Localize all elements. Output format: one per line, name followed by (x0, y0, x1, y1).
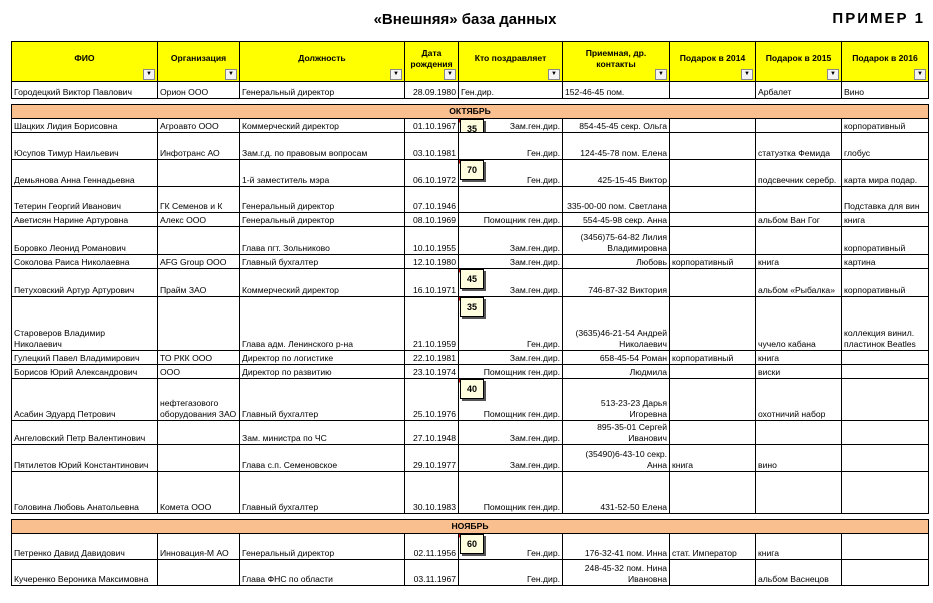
table-row (12, 445, 929, 472)
cell-date[interactable]: 22.10.1981 (405, 351, 459, 365)
cell-org[interactable]: Алекс ООО (158, 213, 240, 227)
cell-gift-2015[interactable]: альбом Васнецов (756, 560, 842, 586)
cell-date[interactable]: 03.10.1981 (405, 133, 459, 160)
col-header-position[interactable]: Должность ▼ (240, 42, 405, 82)
cell-position[interactable]: Главный бухгалтер (240, 472, 405, 514)
cell-contact[interactable]: 425-15-45 Виктор (563, 160, 670, 187)
cell-who[interactable] (459, 351, 563, 365)
cell-who[interactable] (459, 365, 563, 379)
cell-gift-2016[interactable] (842, 560, 929, 586)
cell-gift-2014[interactable] (670, 365, 756, 379)
cell-gift-2015[interactable]: подсвечник серебр. (756, 160, 842, 187)
cell-who-text: Зам.ген.дир. (509, 353, 560, 363)
cell-org[interactable] (158, 421, 240, 445)
cell-gift-2016[interactable]: Подставка для вин (842, 187, 929, 213)
cell-gift-2014[interactable] (670, 472, 756, 514)
cell-gift-2015[interactable]: статуэтка Фемида (756, 133, 842, 160)
table-row (12, 133, 929, 160)
col-header-birthdate[interactable]: Дата рождения ▼ (405, 42, 459, 82)
cell-gift-2015[interactable] (756, 187, 842, 213)
cell-gift-2014[interactable]: книга (670, 445, 756, 472)
cell-name[interactable]: Кучеренко Вероника Максимовна (12, 560, 158, 586)
cell-gift-2016[interactable] (842, 351, 929, 365)
cell-contact[interactable]: 176-32-41 пом. Инна (563, 534, 670, 560)
cell-contact[interactable]: Любовь (563, 255, 670, 269)
cell-name[interactable]: Тетерин Георгий Иванович (12, 187, 158, 213)
cell-org[interactable] (158, 445, 240, 472)
filter-dropdown-icon[interactable]: ▼ (914, 69, 926, 80)
cell-gift-2016[interactable]: книга (842, 213, 929, 227)
cell-org[interactable]: Орион ООО (158, 82, 240, 99)
cell-who[interactable] (459, 160, 563, 187)
cell-name[interactable]: Соколова Раиса Николаевна (12, 255, 158, 269)
cell-name[interactable]: Пятилетов Юрий Константинович (12, 445, 158, 472)
cell-who-text: Зам.ген.дир. (509, 460, 560, 470)
cell-gift-2015[interactable]: альбом «Рыбалка» (756, 269, 842, 297)
cell-who[interactable] (459, 297, 563, 351)
cell-org[interactable]: нефтегазового оборудования ЗАО (158, 379, 240, 421)
filter-dropdown-icon[interactable]: ▼ (548, 69, 560, 80)
cell-who-text: Ген.дир. (527, 175, 560, 185)
cell-date[interactable]: 01.10.1967 (405, 119, 459, 133)
cell-gift-2015[interactable]: книга (756, 351, 842, 365)
cell-gift-2016[interactable] (842, 379, 929, 421)
cell-gift-2015[interactable]: охотничий набор (756, 379, 842, 421)
cell-date[interactable]: 12.10.1980 (405, 255, 459, 269)
cell-who[interactable] (459, 472, 563, 514)
cell-gift-2016[interactable] (842, 445, 929, 472)
cell-gift-2015[interactable]: альбом Ван Гог (756, 213, 842, 227)
cell-name[interactable]: Староверов Владимир Николаевич (12, 297, 158, 351)
cell-who-text: Помощник ген.дир. (483, 502, 560, 512)
cell-contact[interactable]: 746-87-32 Виктория (563, 269, 670, 297)
cell-gift-2014[interactable] (670, 82, 756, 99)
cell-who-text: Помощник ген.дир. (483, 215, 560, 225)
cell-who[interactable] (459, 133, 563, 160)
cell-contact[interactable]: 431-52-50 Елена (563, 472, 670, 514)
cell-gift-2016[interactable] (842, 365, 929, 379)
cell-contact[interactable]: 854-45-45 секр. Ольга (563, 119, 670, 133)
col-header-gift-2016[interactable]: Подарок в 2016 ▼ (842, 42, 929, 82)
cell-gift-2014[interactable] (670, 227, 756, 255)
cell-date[interactable]: 02.11.1956 (405, 534, 459, 560)
col-header-congratulator[interactable]: Кто поздравляет ▼ (459, 42, 563, 82)
cell-contact[interactable]: 554-45-98 секр. Анна (563, 213, 670, 227)
cell-gift-2016[interactable] (842, 472, 929, 514)
cell-gift-2014[interactable] (670, 213, 756, 227)
cell-who-text: Ген.дир. (527, 148, 560, 158)
cell-date[interactable]: 30.10.1983 (405, 472, 459, 514)
col-header-contacts[interactable]: Приемная, др. контакты ▼ (563, 42, 670, 82)
cell-gift-2015[interactable]: чучело кабана (756, 297, 842, 351)
cell-who[interactable] (459, 560, 563, 586)
cell-who-text: Зам.ген.дир. (509, 285, 560, 295)
cell-gift-2014[interactable] (670, 119, 756, 133)
cell-who[interactable] (459, 379, 563, 421)
cell-gift-2014[interactable]: стат. Император (670, 534, 756, 560)
cell-gift-2014[interactable] (670, 421, 756, 445)
cell-who-text: Ген.дир. (527, 574, 560, 584)
age-badge: 60 (460, 534, 484, 554)
cell-name[interactable]: Петуховский Артур Артурович (12, 269, 158, 297)
cell-name[interactable]: Аветисян Нарине Артуровна (12, 213, 158, 227)
filter-dropdown-icon[interactable]: ▼ (390, 69, 402, 80)
cell-gift-2015[interactable]: виски (756, 365, 842, 379)
cell-who[interactable] (459, 445, 563, 472)
cell-who-text: Помощник ген.дир. (483, 409, 560, 419)
cell-date[interactable]: 08.10.1969 (405, 213, 459, 227)
cell-name[interactable]: Петренко Давид Давидович (12, 534, 158, 560)
month-row-october (12, 105, 929, 119)
cell-gift-2014[interactable] (670, 560, 756, 586)
cell-name[interactable]: Борисов Юрий Александрович (12, 365, 158, 379)
table-row (12, 351, 929, 365)
cell-position[interactable]: Коммерческий директор (240, 119, 405, 133)
cell-contact[interactable]: 124-45-78 пом. Елена (563, 133, 670, 160)
table-row (12, 421, 929, 445)
filter-dropdown-icon[interactable]: ▼ (143, 69, 155, 80)
table-row (12, 297, 929, 351)
filter-dropdown-icon[interactable]: ▼ (225, 69, 237, 80)
cell-contact[interactable]: 248-45-32 пом. Нина Ивановна (563, 560, 670, 586)
filter-dropdown-icon[interactable]: ▼ (655, 69, 667, 80)
cell-gift-2015[interactable]: Арбалет (756, 82, 842, 99)
cell-date[interactable]: 10.10.1955 (405, 227, 459, 255)
cell-position[interactable]: Генеральный директор (240, 213, 405, 227)
cell-contact[interactable]: 658-45-54 Роман (563, 351, 670, 365)
cell-org[interactable] (158, 297, 240, 351)
cell-name[interactable]: Городецкий Виктор Павлович (12, 82, 158, 99)
cell-contact[interactable]: (35490)6-43-10 секр. Анна (563, 445, 670, 472)
cell-contact[interactable]: Людмила (563, 365, 670, 379)
cell-position[interactable]: Зам.г.д. по правовым вопросам (240, 133, 405, 160)
table-row (12, 255, 929, 269)
cell-gift-2014[interactable] (670, 269, 756, 297)
cell-date[interactable]: 27.10.1948 (405, 421, 459, 445)
cell-who-text: Зам.ген.дир. (509, 243, 560, 253)
cell-position[interactable]: Генеральный директор (240, 82, 405, 99)
cell-who-text: Ген.дир. (527, 548, 560, 558)
cell-gift-2016[interactable]: карта мира подар. (842, 160, 929, 187)
cell-org[interactable]: AFG Group ООО (158, 255, 240, 269)
cell-who[interactable] (459, 213, 563, 227)
cell-name[interactable]: Боровко Леонид Романович (12, 227, 158, 255)
cell-org[interactable] (158, 160, 240, 187)
cell-who[interactable]: Ген.дир. (459, 82, 563, 99)
cell-date[interactable]: 21.10.1959 (405, 297, 459, 351)
age-badge: 35 (460, 297, 484, 317)
cell-org[interactable]: ГК Семенов и К (158, 187, 240, 213)
cell-gift-2015[interactable] (756, 119, 842, 133)
table-row (12, 119, 929, 133)
cell-who-text: Зам.ген.дир. (509, 257, 560, 267)
cell-who[interactable] (459, 269, 563, 297)
col-header-name[interactable]: ФИО ▼ (12, 42, 158, 82)
age-badge: 35 (460, 119, 484, 133)
cell-org[interactable]: Агроавто ООО (158, 119, 240, 133)
age-badge: 70 (460, 160, 484, 180)
cell-gift-2016[interactable]: корпоративный (842, 269, 929, 297)
cell-gift-2016[interactable]: корпоративный (842, 227, 929, 255)
cell-position[interactable]: 1-й заместитель мэра (240, 160, 405, 187)
cell-contact[interactable]: 895-35-01 Сергей Иванович (563, 421, 670, 445)
cell-name[interactable]: Головина Любовь Анатольевна (12, 472, 158, 514)
cell-contact[interactable]: 335-00-00 пом. Светлана (563, 187, 670, 213)
table-row (12, 560, 929, 586)
age-badge: 45 (460, 269, 484, 289)
month-label: ОКТЯБРЬ (12, 105, 929, 119)
cell-name[interactable]: Асабин Эдуард Петрович (12, 379, 158, 421)
cell-position[interactable]: Глава адм. Ленинского р-на (240, 297, 405, 351)
cell-position[interactable]: Директор по логистике (240, 351, 405, 365)
cell-gift-2016[interactable] (842, 534, 929, 560)
cell-contact[interactable]: 152-46-45 пом. (563, 82, 670, 99)
cell-gift-2014[interactable] (670, 133, 756, 160)
col-header-gift-2014[interactable]: Подарок в 2014 ▼ (670, 42, 756, 82)
cell-position[interactable]: Директор по развитию (240, 365, 405, 379)
cell-who-text: Помощник ген.дир. (483, 367, 560, 377)
col-header-gift-2015[interactable]: Подарок в 2015 ▼ (756, 42, 842, 82)
cell-org[interactable]: Инновация-М АО (158, 534, 240, 560)
cell-gift-2015[interactable] (756, 472, 842, 514)
cell-gift-2016[interactable] (842, 421, 929, 445)
cell-gift-2014[interactable]: корпоративный (670, 255, 756, 269)
cell-position[interactable]: Глава с.п. Семеновское (240, 445, 405, 472)
cell-who-text: Зам.ген.дир. (509, 121, 560, 131)
cell-date[interactable]: 07.10.1946 (405, 187, 459, 213)
cell-gift-2014[interactable]: корпоративный (670, 351, 756, 365)
cell-date[interactable]: 25.10.1976 (405, 379, 459, 421)
cell-name[interactable]: Юсупов Тимур Наильевич (12, 133, 158, 160)
table-row (12, 534, 929, 560)
table-row (12, 379, 929, 421)
cell-org[interactable]: ООО (158, 365, 240, 379)
filter-dropdown-icon[interactable]: ▼ (827, 69, 839, 80)
cell-gift-2014[interactable] (670, 160, 756, 187)
cell-position[interactable]: Глава ФНС по области (240, 560, 405, 586)
cell-who-text: Зам.ген.дир. (509, 433, 560, 443)
table-row (12, 82, 929, 99)
cell-org[interactable]: Комета ООО (158, 472, 240, 514)
cell-gift-2016[interactable]: корпоративный (842, 119, 929, 133)
col-header-org[interactable]: Организация ▼ (158, 42, 240, 82)
cell-date[interactable]: 16.10.1971 (405, 269, 459, 297)
cell-date[interactable]: 29.10.1977 (405, 445, 459, 472)
cell-org[interactable]: ТО РКК ООО (158, 351, 240, 365)
month-row-november (12, 520, 929, 534)
cell-who[interactable] (459, 534, 563, 560)
example-label: ПРИМЕР 1 (832, 10, 925, 27)
cell-gift-2014[interactable] (670, 379, 756, 421)
cell-org[interactable]: Прайм ЗАО (158, 269, 240, 297)
cell-contact[interactable]: (3456)75-64-82 Лилия Владимировна (563, 227, 670, 255)
cell-gift-2016[interactable]: коллекция винил. пластинок Beatles (842, 297, 929, 351)
cell-gift-2016[interactable]: глобус (842, 133, 929, 160)
cell-who[interactable] (459, 421, 563, 445)
cell-position[interactable]: Генеральный директор (240, 534, 405, 560)
cell-date[interactable]: 23.10.1974 (405, 365, 459, 379)
page-title: «Внешняя» база данных (373, 11, 557, 28)
cell-name[interactable]: Гулецкий Павел Владимирович (12, 351, 158, 365)
cell-gift-2015[interactable]: вино (756, 445, 842, 472)
cell-gift-2014[interactable] (670, 297, 756, 351)
cell-gift-2015[interactable]: книга (756, 255, 842, 269)
cell-contact[interactable]: (3635)46-21-54 Андрей Николаевич (563, 297, 670, 351)
filter-dropdown-icon[interactable]: ▼ (741, 69, 753, 80)
cell-date[interactable]: 28.09.1980 (405, 82, 459, 99)
cell-org[interactable]: Инфотранс АО (158, 133, 240, 160)
cell-who[interactable] (459, 227, 563, 255)
cell-gift-2015[interactable]: книга (756, 534, 842, 560)
cell-date[interactable]: 03.11.1967 (405, 560, 459, 586)
cell-name[interactable]: Ангеловский Петр Валентинович (12, 421, 158, 445)
cell-position[interactable]: Генеральный директор (240, 187, 405, 213)
age-badge: 40 (460, 379, 484, 399)
table-row (12, 365, 929, 379)
cell-position[interactable]: Главный бухгалтер (240, 379, 405, 421)
cell-gift-2015[interactable] (756, 421, 842, 445)
cell-position[interactable]: Главный бухгалтер (240, 255, 405, 269)
cell-name[interactable]: Демьянова Анна Геннадьевна (12, 160, 158, 187)
cell-gift-2016[interactable]: Вино (842, 82, 929, 99)
table-row (12, 227, 929, 255)
cell-who-text: Ген.дир. (527, 339, 560, 349)
header-row (12, 42, 929, 82)
filter-dropdown-icon[interactable]: ▼ (444, 69, 456, 80)
contacts-table (11, 41, 929, 586)
cell-gift-2016[interactable]: картина (842, 255, 929, 269)
cell-name[interactable]: Шацких Лидия Борисовна (12, 119, 158, 133)
month-label: НОЯБРЬ (12, 520, 929, 534)
cell-who[interactable] (459, 255, 563, 269)
table-row (12, 213, 929, 227)
cell-org[interactable] (158, 227, 240, 255)
table-row (12, 160, 929, 187)
cell-position[interactable]: Глава пгт. Зольниково (240, 227, 405, 255)
table-row (12, 269, 929, 297)
cell-gift-2015[interactable] (756, 227, 842, 255)
cell-position[interactable]: Коммерческий директор (240, 269, 405, 297)
table-row (12, 472, 929, 514)
cell-position[interactable]: Зам. министра по ЧС (240, 421, 405, 445)
cell-gift-2014[interactable] (670, 187, 756, 213)
cell-contact[interactable]: 513-23-23 Дарья Игоревна (563, 379, 670, 421)
cell-date[interactable]: 06.10.1972 (405, 160, 459, 187)
cell-who[interactable] (459, 119, 563, 133)
table-row (12, 187, 929, 213)
cell-who[interactable] (459, 187, 563, 213)
cell-org[interactable] (158, 560, 240, 586)
